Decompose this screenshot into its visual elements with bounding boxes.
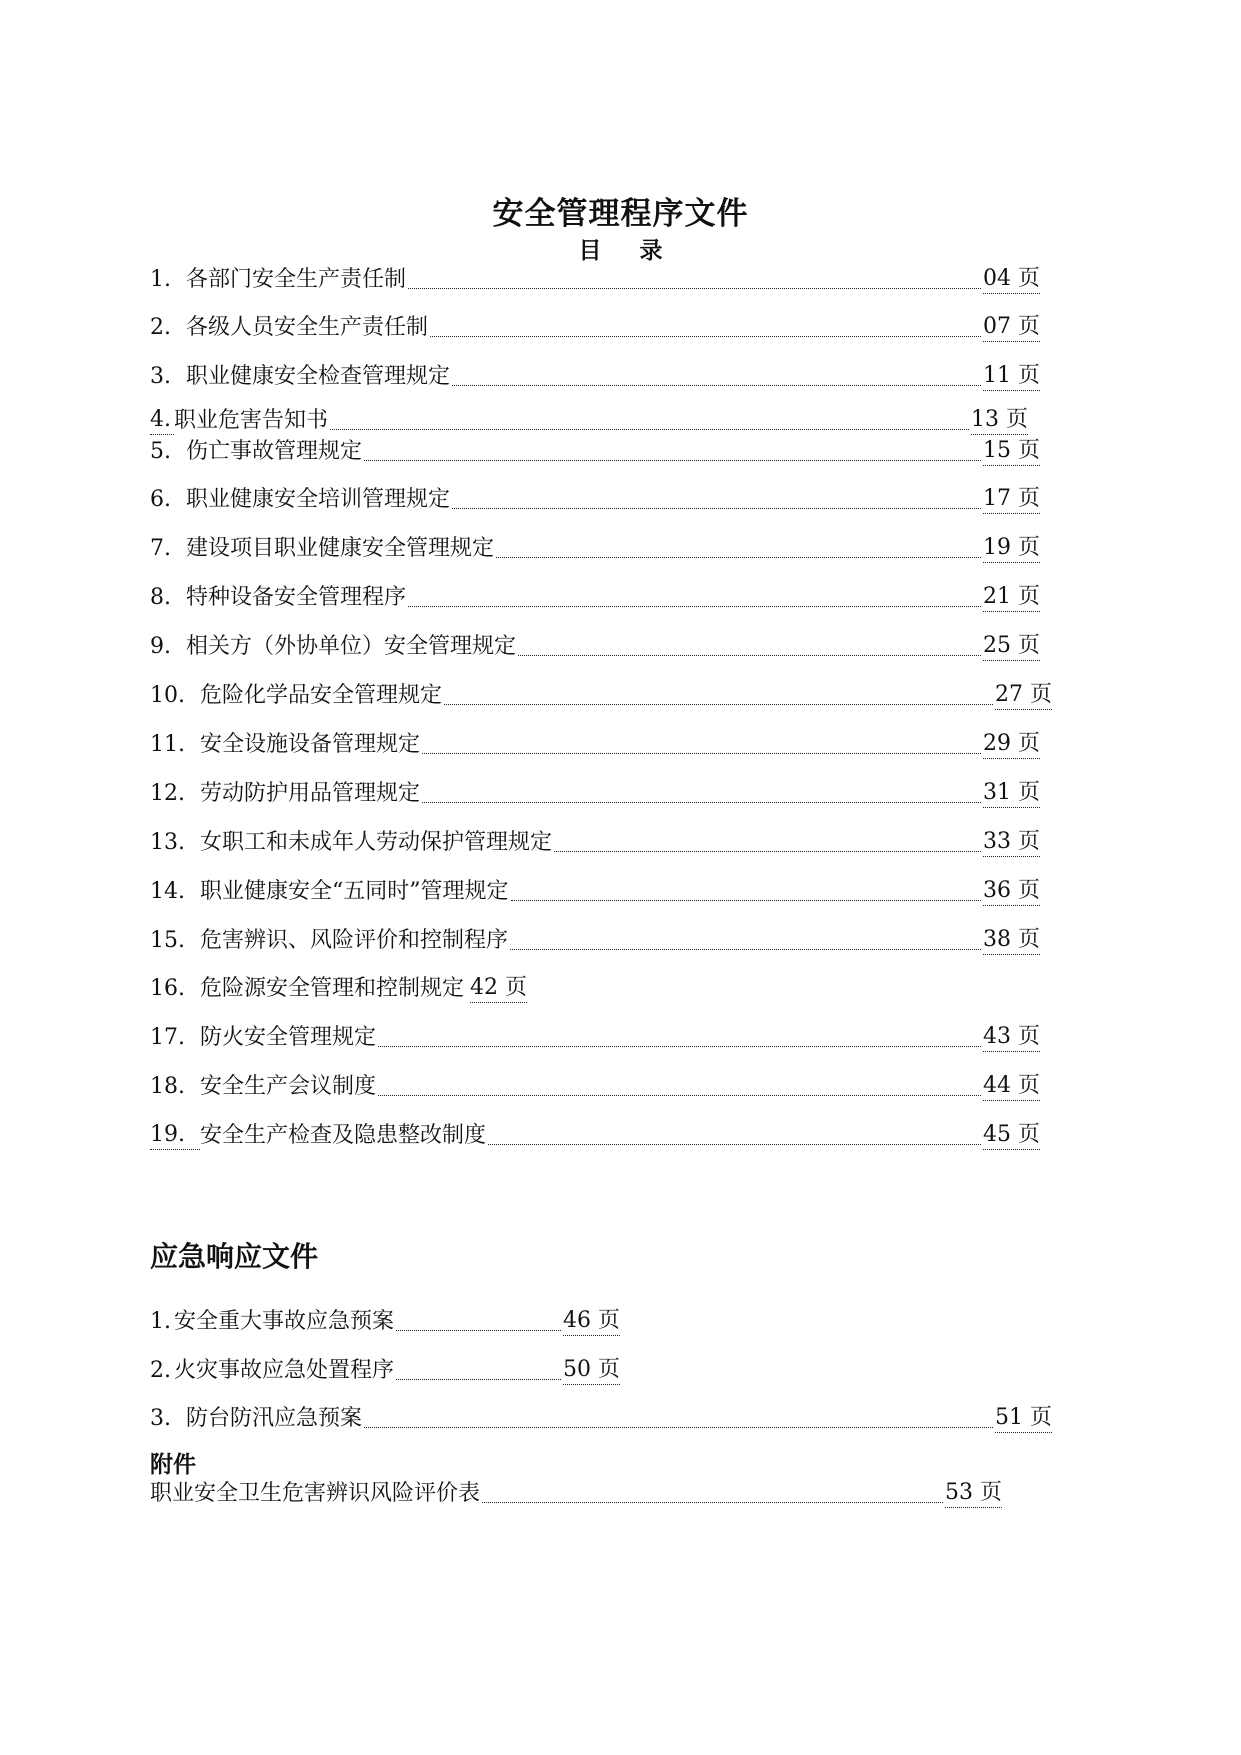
toc-entry[interactable] bbox=[150, 1355, 620, 1385]
toc-title: 防火安全管理规定 bbox=[200, 1025, 377, 1050]
toc-entry[interactable] bbox=[150, 582, 1040, 612]
document-title: 安全管理程序文件 bbox=[492, 196, 749, 232]
toc-entry[interactable] bbox=[150, 1403, 1052, 1433]
toc-entry[interactable] bbox=[150, 973, 527, 1003]
appendix-heading: 附件 bbox=[150, 1452, 196, 1478]
toc-leader bbox=[510, 949, 981, 950]
toc-entry[interactable] bbox=[150, 484, 1040, 514]
toc-entry[interactable] bbox=[150, 312, 1040, 342]
toc-entry[interactable] bbox=[150, 925, 1040, 955]
toc-page-number: 31 页 bbox=[983, 779, 1040, 808]
toc-title: 安全生产会议制度 bbox=[200, 1074, 377, 1099]
toc-leader bbox=[408, 288, 981, 289]
toc-leader bbox=[422, 753, 981, 754]
toc-leader bbox=[511, 900, 982, 901]
toc-title: 危险化学品安全管理规定 bbox=[200, 683, 443, 708]
toc-page-number: 43 页 bbox=[983, 1023, 1040, 1052]
toc-entry[interactable] bbox=[150, 405, 1028, 435]
toc-page-number: 21 页 bbox=[983, 583, 1040, 612]
toc-number: 13. bbox=[150, 830, 185, 855]
toc-page-number: 11 页 bbox=[983, 362, 1040, 391]
toc-number: 16. bbox=[150, 976, 185, 1001]
toc-number: 12. bbox=[150, 781, 185, 806]
toc-number: 1. bbox=[150, 1309, 171, 1334]
toc-page-number: 51 页 bbox=[995, 1404, 1052, 1433]
toc-page-number: 33 页 bbox=[983, 828, 1040, 857]
toc-leader bbox=[496, 557, 981, 558]
toc-leader bbox=[396, 1330, 561, 1331]
toc-number: 4. bbox=[150, 406, 174, 435]
toc-leader bbox=[330, 429, 969, 430]
toc-page-number: 19 页 bbox=[983, 534, 1040, 563]
toc-leader bbox=[378, 1046, 981, 1047]
toc-entry[interactable] bbox=[150, 827, 1040, 857]
toc-page-number: 04 页 bbox=[983, 265, 1040, 294]
toc-number: 3. bbox=[150, 364, 171, 389]
toc-leader bbox=[364, 460, 981, 461]
toc-page-number: 25 页 bbox=[983, 632, 1040, 661]
toc-entry[interactable] bbox=[150, 1478, 1002, 1508]
toc-title: 安全重大事故应急预案 bbox=[174, 1309, 395, 1334]
toc-page-number: 38 页 bbox=[983, 926, 1040, 955]
toc-number: 8. bbox=[150, 585, 171, 610]
toc-number: 2. bbox=[150, 315, 171, 340]
toc-leader bbox=[430, 336, 981, 337]
toc-title: 伤亡事故管理规定 bbox=[186, 439, 363, 464]
toc-leader bbox=[364, 1427, 993, 1428]
toc-title: 各部门安全生产责任制 bbox=[186, 267, 407, 292]
toc-title: 职业健康安全检查管理规定 bbox=[186, 364, 451, 389]
toc-number: 3. bbox=[150, 1406, 171, 1431]
toc-number: 2. bbox=[150, 1358, 171, 1383]
toc-page-number: 17 页 bbox=[983, 485, 1040, 514]
toc-title: 各级人员安全生产责任制 bbox=[186, 315, 429, 340]
toc-title: 防台防汛应急预案 bbox=[186, 1406, 363, 1431]
toc-entry[interactable] bbox=[150, 876, 1040, 906]
toc-number: 10. bbox=[150, 683, 185, 708]
toc-number: 17. bbox=[150, 1025, 185, 1050]
toc-title: 建设项目职业健康安全管理规定 bbox=[186, 536, 495, 561]
toc-title: 职业安全卫生危害辨识风险评价表 bbox=[150, 1481, 481, 1506]
toc-title: 劳动防护用品管理规定 bbox=[200, 781, 421, 806]
toc-entry[interactable] bbox=[150, 729, 1040, 759]
toc-title: 特种设备安全管理程序 bbox=[186, 585, 407, 610]
toc-page-number: 29 页 bbox=[983, 730, 1040, 759]
toc-leader bbox=[482, 1502, 943, 1503]
toc-number: 7. bbox=[150, 536, 171, 561]
toc-title: 火灾事故应急处置程序 bbox=[174, 1358, 395, 1383]
toc-leader bbox=[408, 606, 981, 607]
toc-entry[interactable] bbox=[150, 436, 1040, 466]
toc-leader bbox=[422, 802, 981, 803]
toc-entry[interactable] bbox=[150, 778, 1040, 808]
toc-page-number: 27 页 bbox=[995, 681, 1052, 710]
toc-heading: 目 录 bbox=[578, 238, 663, 264]
toc-page-number: 15 页 bbox=[983, 437, 1040, 466]
toc-page-number: 46 页 bbox=[563, 1307, 620, 1336]
toc-page-number: 53 页 bbox=[945, 1479, 1002, 1508]
toc-page-number: 07 页 bbox=[983, 313, 1040, 342]
toc-leader bbox=[518, 655, 981, 656]
toc-title: 危害辨识、风险评价和控制程序 bbox=[200, 928, 509, 953]
toc-leader bbox=[444, 704, 993, 705]
toc-page-number: 13 页 bbox=[971, 406, 1028, 435]
toc-number: 18. bbox=[150, 1074, 185, 1099]
toc-number: 1. bbox=[150, 267, 171, 292]
toc-number: 19. bbox=[150, 1121, 200, 1150]
toc-entry[interactable] bbox=[150, 1071, 1040, 1101]
toc-entry[interactable] bbox=[150, 631, 1040, 661]
toc-page-number: 42 页 bbox=[470, 974, 527, 1003]
toc-leader bbox=[452, 508, 981, 509]
toc-page-number: 36 页 bbox=[983, 877, 1040, 906]
toc-leader bbox=[452, 385, 981, 386]
toc-page-number: 44 页 bbox=[983, 1072, 1040, 1101]
toc-leader bbox=[554, 851, 981, 852]
toc-page-number: 45 页 bbox=[983, 1121, 1040, 1150]
toc-number: 11. bbox=[150, 732, 185, 757]
toc-number: 6. bbox=[150, 487, 171, 512]
toc-leader bbox=[488, 1144, 981, 1145]
toc-title: 职业健康安全“五同时”管理规定 bbox=[200, 879, 509, 904]
toc-number: 9. bbox=[150, 634, 171, 659]
toc-entry[interactable] bbox=[150, 680, 1052, 710]
toc-entry[interactable] bbox=[150, 1306, 620, 1336]
toc-entry[interactable] bbox=[150, 264, 1040, 294]
toc-number: 14. bbox=[150, 879, 185, 904]
toc-entry[interactable] bbox=[150, 361, 1040, 391]
toc-title: 相关方（外协单位）安全管理规定 bbox=[186, 634, 517, 659]
toc-title: 安全设施设备管理规定 bbox=[200, 732, 421, 757]
toc-title: 安全生产检查及隐患整改制度 bbox=[200, 1123, 487, 1148]
emergency-section-heading: 应急响应文件 bbox=[150, 1240, 319, 1273]
toc-title: 危险源安全管理和控制规定 bbox=[200, 976, 465, 1001]
toc-leader bbox=[396, 1379, 561, 1380]
toc-title: 职业健康安全培训管理规定 bbox=[186, 487, 451, 512]
toc-number: 5. bbox=[150, 439, 171, 464]
toc-page-number: 50 页 bbox=[563, 1356, 620, 1385]
toc-entry[interactable] bbox=[150, 1022, 1040, 1052]
toc-entry[interactable] bbox=[150, 1120, 1040, 1150]
toc-entry[interactable] bbox=[150, 533, 1040, 563]
toc-leader bbox=[378, 1095, 981, 1096]
toc-title: 职业危害告知书 bbox=[174, 408, 329, 433]
toc-number: 15. bbox=[150, 928, 185, 953]
toc-title: 女职工和未成年人劳动保护管理规定 bbox=[200, 830, 553, 855]
